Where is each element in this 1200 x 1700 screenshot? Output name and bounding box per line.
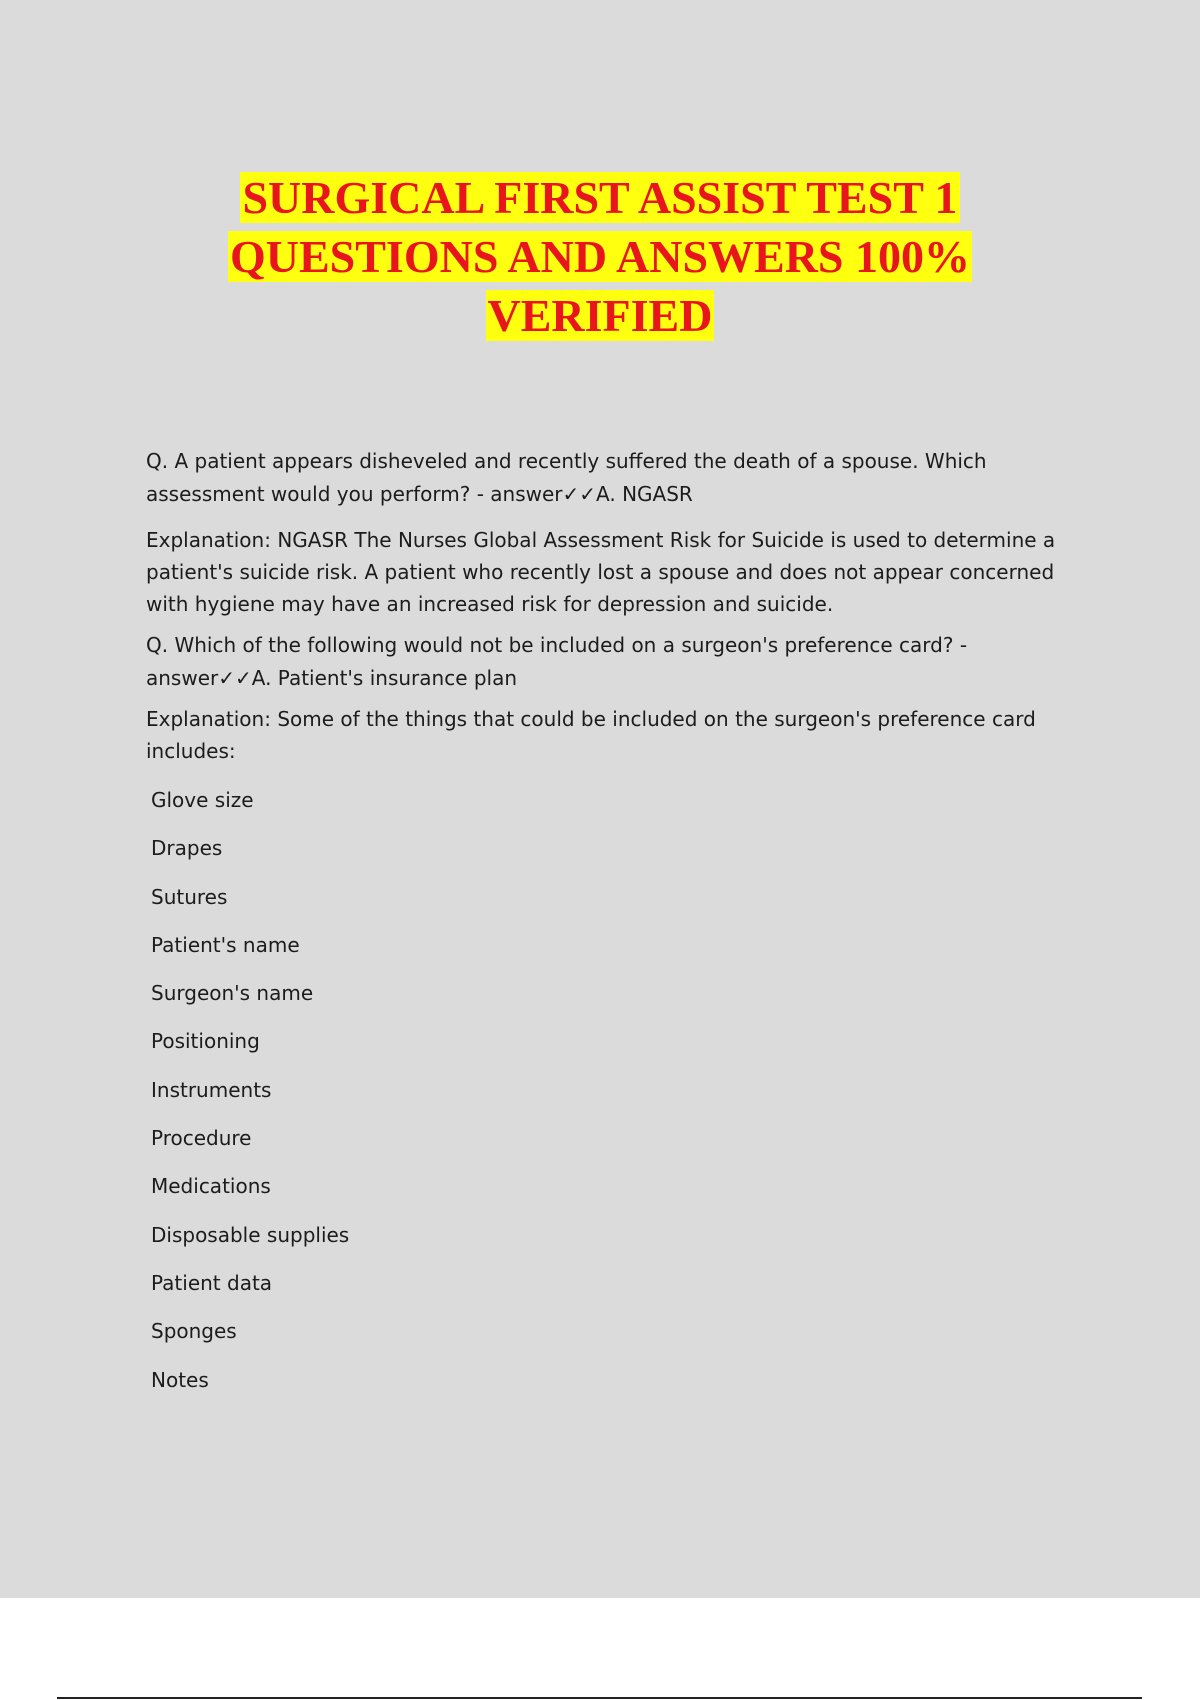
list-item: Glove size <box>151 788 254 812</box>
list-item: Medications <box>151 1174 271 1199</box>
question-1: Q. A patient appears disheveled and recently suffered the death of a spouse. Which assessment would you perform? - answer✓✓A. NGASR <box>146 449 987 506</box>
footer-divider <box>57 1697 1142 1699</box>
list-item: Surgeon's name <box>151 981 314 1006</box>
list-item: Instruments <box>151 1077 272 1102</box>
preference-card-list <box>146 786 1096 1414</box>
explanation-2: Explanation: Some of the things that could be included on the surgeon's preference card includes: <box>146 707 1036 763</box>
question-2: Q. Which of the following would not be included on a surgeon's preference card? - answer✓✓A. Patient's insurance plan <box>146 633 968 690</box>
list-item: Sponges <box>151 1319 237 1344</box>
list-item: Positioning <box>151 1029 260 1054</box>
list-item: Drapes <box>151 836 223 861</box>
document-body <box>146 445 1096 1414</box>
explanation-1: Explanation: NGASR The Nurses Global Assessment Risk for Suicide is used to determine a patient's suicide risk. A patient who recently lost a spouse and does not appear concerned with hygiene may have an increased risk for depression and suicide. <box>146 528 1056 616</box>
list-item: Patient data <box>151 1270 273 1295</box>
title-line-1: SURGICAL FIRST ASSIST TEST 1 <box>242 172 958 223</box>
list-item: Notes <box>151 1367 209 1392</box>
title-line-3: VERIFIED <box>487 290 713 341</box>
list-item: Patient's name <box>151 932 300 957</box>
list-item: Sutures <box>151 884 228 909</box>
title-line-2: QUESTIONS AND ANSWERS 100% <box>229 231 971 282</box>
list-item: Disposable supplies <box>151 1222 350 1247</box>
list-item: Procedure <box>151 1126 252 1151</box>
document-title <box>100 168 1100 345</box>
